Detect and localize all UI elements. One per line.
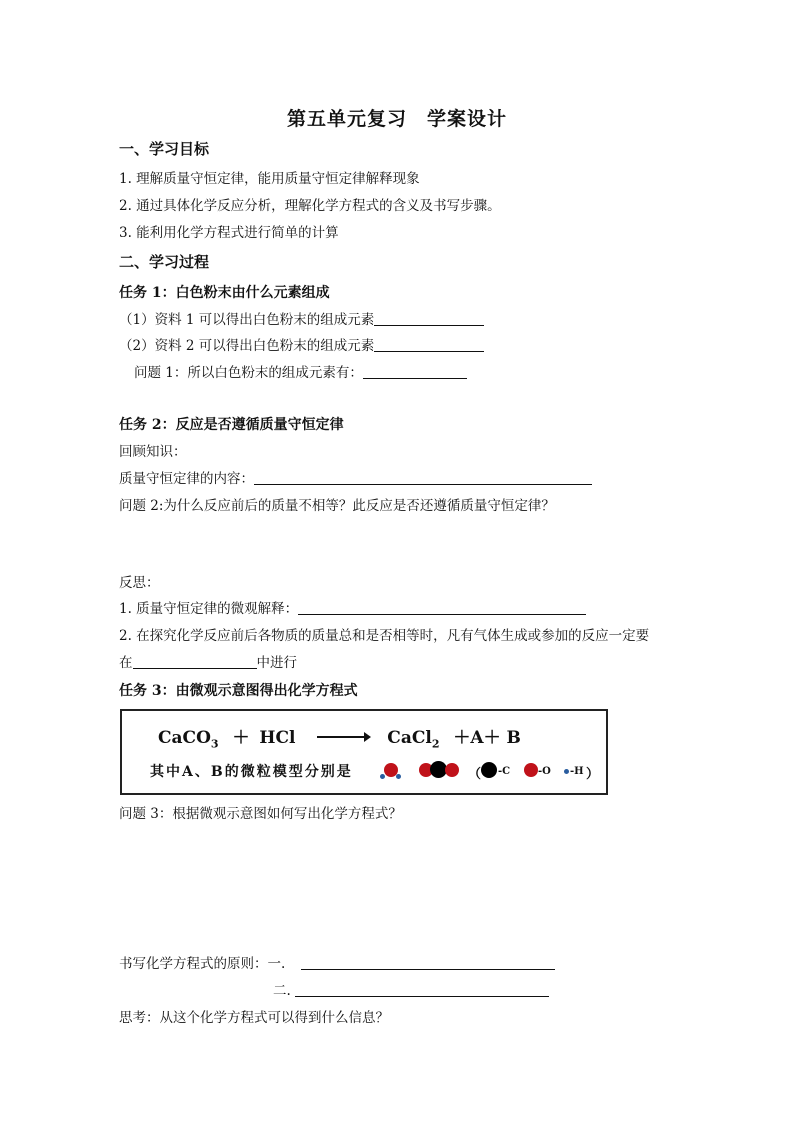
task1-title: 任务 1：白色粉末由什么元素组成 [119,285,330,301]
product-cacl2: CaCl [387,728,432,748]
task2-reflect-label: 反思： [119,575,160,591]
reactant-caco3: CaCO [158,728,211,748]
task1-question-1-text: （1）资料 1 可以得出白色粉末的组成元素 [119,312,375,328]
task2-content-blank[interactable] [254,470,592,485]
legend-oxygen-atom-icon [524,763,538,777]
think-question: 思考：从这个化学方程式可以得到什么信息？ [119,1010,389,1026]
co2-molecule-oxygen-icon [445,763,459,777]
task2-reflect-1-text: 1. 质量守恒定律的微观解释： [119,601,299,617]
task2-reflect-2b-pre: 在 [119,655,133,671]
legend-hydrogen-label: -H [570,766,584,777]
task2-reflect-1 [119,600,586,618]
task2-content-line [119,470,592,488]
task3-title: 任务 3：由微观示意图得出化学方程式 [119,683,358,699]
products-a-b: ＋A＋ B [453,728,521,748]
task2-problem-2: 问题 2:为什么反应前后的质量不相等？此反应是否还遵循质量守恒定律？ [119,498,555,514]
reaction-equation [158,723,521,750]
principles-line-2 [273,982,549,1000]
principle-1-blank[interactable] [301,955,555,970]
task2-reflect-2-blank[interactable] [133,654,257,669]
page-title: 第五单元复习 学案设计 [286,108,507,130]
goal-item-1: 1. 理解质量守恒定律，能用质量守恒定律解释现象 [119,171,420,187]
legend-oxygen-label: -O [538,766,551,777]
task1-question-2 [119,337,484,355]
water-molecule-hydrogen-icon [396,774,401,779]
task1-question-2-text: （2）资料 2 可以得出白色粉末的组成元素 [119,338,375,354]
reactant-hcl: HCl [259,728,296,748]
principles-label-2: 二. [273,983,291,999]
task2-reflect-2b-post: 中进行 [256,655,297,671]
task2-content-label: 质量守恒定律的内容： [119,471,254,487]
task2-reflect-2b [119,654,297,672]
plus-sign: ＋ [232,728,250,748]
product-cacl2-subscript: 2 [431,737,440,751]
section-learning-process-heading: 二、学习过程 [119,253,210,271]
reaction-arrow-icon [317,736,369,738]
task2-reflect-2a: 2. 在探究化学反应前后各物质的质量总和是否相等时，凡有气体生成或参加的反应一定要 [119,628,650,644]
task1-problem-1-blank[interactable] [363,364,467,379]
principle-2-blank[interactable] [295,982,549,997]
task2-reflect-1-blank[interactable] [298,600,586,615]
legend-open-paren: （ [468,767,482,782]
legend-carbon-label: -C [498,766,511,777]
principles-line-1 [119,955,555,973]
goal-item-3: 3. 能利用化学方程式进行简单的计算 [119,225,339,241]
section-learning-goals-heading: 一、学习目标 [119,140,210,158]
task1-question-1 [119,311,484,329]
principles-label: 书写化学方程式的原则：一. [119,956,286,972]
particle-model-caption: 其中A、B的微粒模型分别是 [150,764,353,780]
task2-title: 任务 2：反应是否遵循质量守恒定律 [119,417,344,433]
legend-close-paren: ） [586,767,600,782]
task2-review-label: 回顾知识： [119,444,187,460]
task1-answer-blank-2[interactable] [374,337,484,352]
water-molecule-hydrogen-icon [380,774,385,779]
legend-carbon-atom-icon [481,762,497,778]
reactant-caco3-subscript: 3 [210,737,219,751]
task1-problem-1-text: 问题 1：所以白色粉末的组成元素有： [134,365,363,381]
equation-diagram-box [120,709,608,795]
task1-problem-1 [134,364,467,382]
task1-answer-blank-1[interactable] [374,311,484,326]
goal-item-2: 2. 通过具体化学反应分析，理解化学方程式的含义及书写步骤。 [119,198,501,214]
task3-problem-3: 问题 3：根据微观示意图如何写出化学方程式？ [119,806,402,822]
legend-hydrogen-atom-icon [564,769,569,774]
